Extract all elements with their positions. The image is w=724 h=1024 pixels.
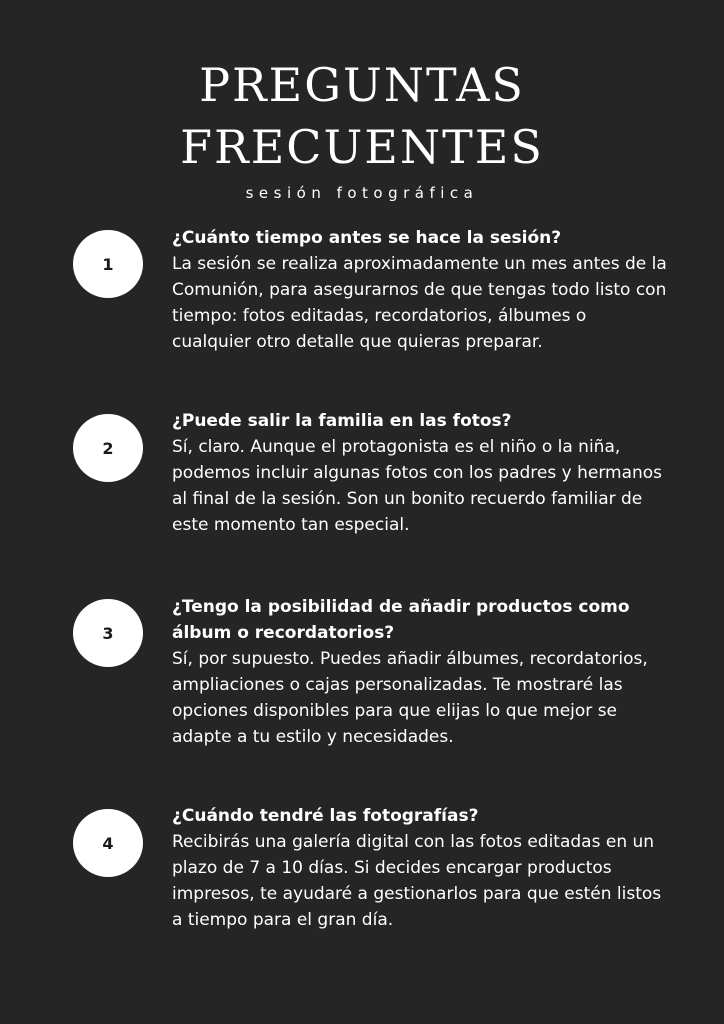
faq-answer: La sesión se realiza aproximadamente un mes antes de la Comunión, para asegurarnos de que tengas todo listo con tiempo: fotos editadas, recordatorios, álbumes o cualquier otro detalle que quieras preparar. bbox=[172, 254, 667, 352]
faq-number-badge: 1 bbox=[73, 230, 143, 298]
faq-question: ¿Cuándo tendré las fotografías? bbox=[172, 806, 479, 826]
faq-question: ¿Tengo la posibilidad de añadir productos como álbum o recordatorios? bbox=[172, 597, 630, 643]
faq-question: ¿Puede salir la familia en las fotos? bbox=[172, 411, 512, 431]
faq-answer: Recibirás una galería digital con las fotos editadas en un plazo de 7 a 10 días. Si decides encargar productos impresos, te ayudaré a gestionarlos para que estén listos a tiempo para el gran día. bbox=[172, 832, 662, 930]
faq-number-badge: 4 bbox=[73, 809, 143, 877]
page-title-line-1: PREGUNTAS bbox=[199, 58, 525, 112]
faq-text-block bbox=[172, 803, 667, 933]
faq-text-block bbox=[172, 408, 667, 538]
faq-text-block bbox=[172, 225, 667, 355]
page-title-line-2: FRECUENTES bbox=[180, 120, 544, 174]
page-header bbox=[0, 54, 724, 202]
faq-answer: Sí, por supuesto. Puedes añadir álbumes, recordatorios, ampliaciones o cajas personalizadas. Te mostraré las opciones disponibles para que elijas lo que mejor se adapte a tu estilo y necesidades. bbox=[172, 649, 648, 747]
page-subtitle: sesión fotográfica bbox=[245, 184, 479, 202]
faq-number-badge: 3 bbox=[73, 599, 143, 667]
faq-answer: Sí, claro. Aunque el protagonista es el niño o la niña, podemos incluir algunas fotos con los padres y hermanos al final de la sesión. Son un bonito recuerdo familiar de este momento tan especial. bbox=[172, 437, 663, 535]
faq-number-badge: 2 bbox=[73, 414, 143, 482]
faq-question: ¿Cuánto tiempo antes se hace la sesión? bbox=[172, 228, 562, 248]
faq-text-block bbox=[172, 594, 667, 750]
